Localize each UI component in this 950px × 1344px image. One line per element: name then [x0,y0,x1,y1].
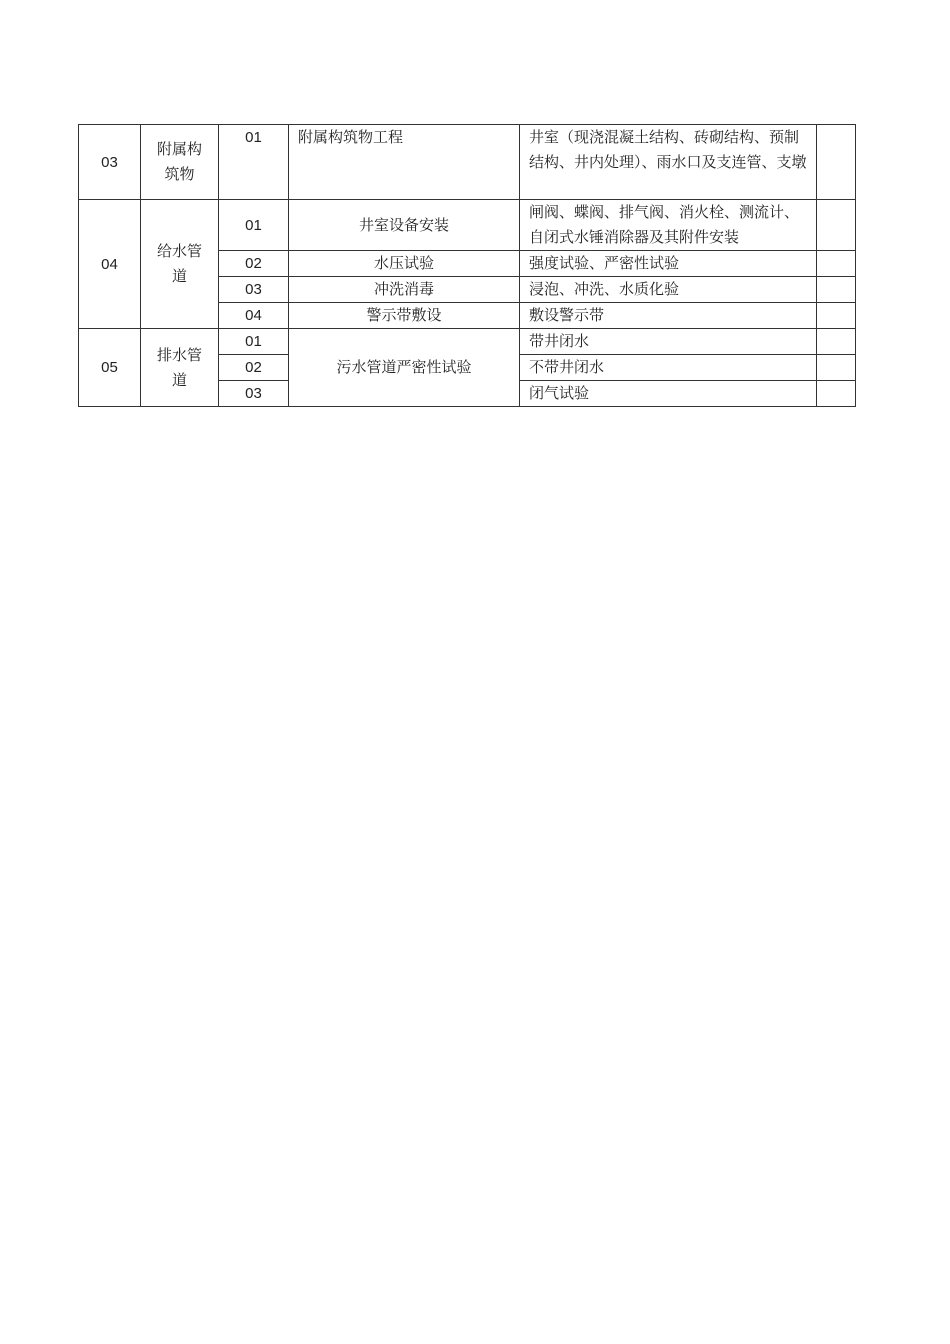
item-content-cell: 强度试验、严密性试验 [520,251,817,277]
item-content-cell: 井室（现浇混凝土结构、砖砌结构、预制结构、井内处理）、雨水口及支连管、支墩 [520,125,817,200]
empty-cell [817,303,856,329]
item-name-cell: 污水管道严密性试验 [289,329,520,407]
group-number-cell: 04 [79,200,141,329]
empty-cell [817,251,856,277]
item-name-cell: 井室设备安装 [289,200,520,251]
group-label-cell: 排水管道 [141,329,219,407]
group-label-cell: 附属构筑物 [141,125,219,200]
item-code-cell: 01 [219,125,289,200]
item-name-cell: 水压试验 [289,251,520,277]
empty-cell [817,329,856,355]
empty-cell [817,355,856,381]
item-name-cell: 附属构筑物工程 [289,125,520,200]
item-content-cell: 闸阀、蝶阀、排气阀、消火栓、测流计、自闭式水锤消除器及其附件安装 [520,200,817,251]
item-content-cell: 敷设警示带 [520,303,817,329]
group-number-cell: 03 [79,125,141,200]
item-content-cell: 不带井闭水 [520,355,817,381]
inspection-items-table [78,124,856,407]
empty-cell [817,125,856,200]
table-row [79,200,856,251]
item-content-cell: 带井闭水 [520,329,817,355]
item-code-cell: 04 [219,303,289,329]
empty-cell [817,381,856,407]
empty-cell [817,277,856,303]
empty-cell [817,200,856,251]
item-code-cell: 03 [219,381,289,407]
item-code-cell: 02 [219,251,289,277]
table-row [79,329,856,355]
item-code-cell: 02 [219,355,289,381]
item-code-cell: 03 [219,277,289,303]
item-code-cell: 01 [219,200,289,251]
group-number-cell: 05 [79,329,141,407]
item-name-cell: 冲洗消毒 [289,277,520,303]
item-code-cell: 01 [219,329,289,355]
table-row [79,125,856,200]
item-content-cell: 闭气试验 [520,381,817,407]
item-name-cell: 警示带敷设 [289,303,520,329]
group-label-cell: 给水管道 [141,200,219,329]
item-content-cell: 浸泡、冲洗、水质化验 [520,277,817,303]
